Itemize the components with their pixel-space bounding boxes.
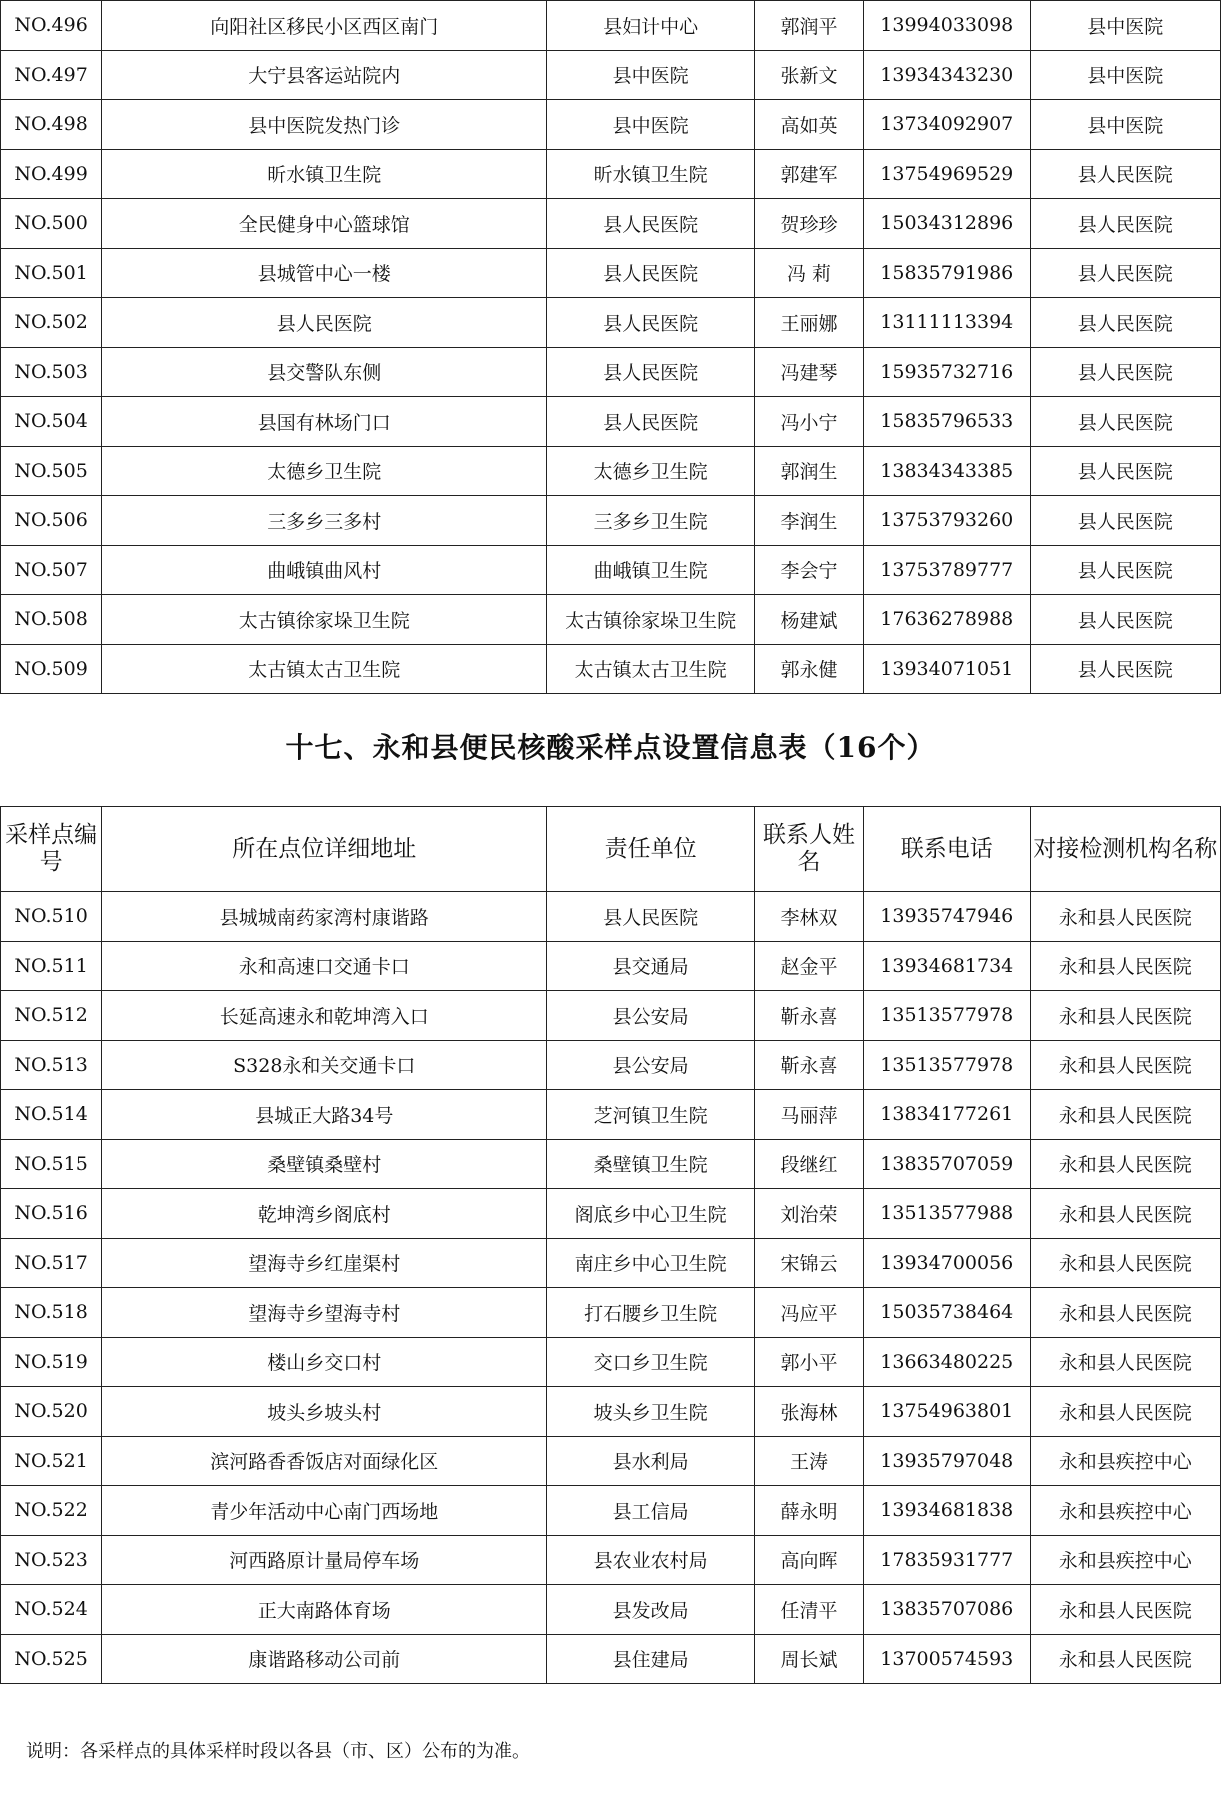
- table-header-row: [1, 807, 1221, 892]
- table-cell: 阁底乡中心卫生院: [547, 1189, 755, 1239]
- table-cell: 永和县人民医院: [1030, 892, 1221, 942]
- table-cell: 13513577978: [864, 1040, 1030, 1090]
- table-cell: 永和县疾控中心: [1030, 1486, 1221, 1536]
- table-cell: 曲峨镇卫生院: [547, 545, 755, 595]
- table-cell: 薛永明: [754, 1486, 863, 1536]
- table-cell: 县中医院: [547, 50, 755, 100]
- table-cell: 县人民医院: [1030, 397, 1221, 447]
- table-cell: 县发改局: [547, 1585, 755, 1635]
- sampling-table-continued: [0, 0, 1221, 694]
- table-row: [1, 397, 1221, 447]
- table-cell: 王丽娜: [754, 298, 863, 348]
- table-cell: 县城正大路34号: [102, 1090, 547, 1140]
- table-cell: 靳永喜: [754, 1040, 863, 1090]
- table-cell: 13934071051: [864, 644, 1030, 694]
- table-cell: 桑壁镇卫生院: [547, 1139, 755, 1189]
- table-cell: 坡头乡坡头村: [102, 1387, 547, 1437]
- table-cell: 太古镇太古卫生院: [547, 644, 755, 694]
- table-cell: 13700574593: [864, 1634, 1030, 1684]
- table-cell: 13934700056: [864, 1238, 1030, 1288]
- table-cell: 望海寺乡望海寺村: [102, 1288, 547, 1338]
- section-title: 十七、永和县便民核酸采样点设置信息表（16个）: [285, 731, 936, 764]
- table-cell: 永和县人民医院: [1030, 1585, 1221, 1635]
- header-cell: 采样点编号: [1, 807, 102, 892]
- table-cell: NO.496: [1, 1, 102, 51]
- table-cell: NO.506: [1, 496, 102, 546]
- table-cell: 13934681838: [864, 1486, 1030, 1536]
- table-cell: 郭润平: [754, 1, 863, 51]
- table-cell: 县人民医院: [1030, 446, 1221, 496]
- table-row: [1, 1090, 1221, 1140]
- table-cell: NO.518: [1, 1288, 102, 1338]
- table-row: [1, 595, 1221, 645]
- table-cell: 冯小宁: [754, 397, 863, 447]
- table-cell: NO.516: [1, 1189, 102, 1239]
- table-cell: 郭建军: [754, 149, 863, 199]
- table-cell: 康谐路移动公司前: [102, 1634, 547, 1684]
- table-cell: NO.514: [1, 1090, 102, 1140]
- table-cell: 县中医院: [1030, 1, 1221, 51]
- table-cell: 河西路原计量局停车场: [102, 1535, 547, 1585]
- table-cell: 永和县疾控中心: [1030, 1436, 1221, 1486]
- table-cell: 县人民医院: [1030, 595, 1221, 645]
- table-cell: 打石腰乡卫生院: [547, 1288, 755, 1338]
- table-row: [1, 347, 1221, 397]
- table-cell: 冯建琴: [754, 347, 863, 397]
- table-cell: 太德乡卫生院: [102, 446, 547, 496]
- table-cell: 宋锦云: [754, 1238, 863, 1288]
- table-cell: 县人民医院: [1030, 298, 1221, 348]
- table-cell: 县中医院: [547, 100, 755, 150]
- table-cell: 芝河镇卫生院: [547, 1090, 755, 1140]
- table-cell: 永和高速口交通卡口: [102, 941, 547, 991]
- table-cell: 县公安局: [547, 991, 755, 1041]
- table-cell: NO.498: [1, 100, 102, 150]
- table-cell: 县人民医院: [1030, 644, 1221, 694]
- table-cell: 县人民医院: [1030, 347, 1221, 397]
- table-cell: 13734092907: [864, 100, 1030, 150]
- table-cell: 永和县人民医院: [1030, 991, 1221, 1041]
- table-cell: 长延高速永和乾坤湾入口: [102, 991, 547, 1041]
- table-cell: 太古镇太古卫生院: [102, 644, 547, 694]
- table-cell: 县水利局: [547, 1436, 755, 1486]
- table-cell: 靳永喜: [754, 991, 863, 1041]
- table-cell: 县交通局: [547, 941, 755, 991]
- table-cell: 楼山乡交口村: [102, 1337, 547, 1387]
- table-cell: 永和县人民医院: [1030, 1090, 1221, 1140]
- table-cell: NO.520: [1, 1387, 102, 1437]
- table-cell: 县人民医院: [1030, 545, 1221, 595]
- table-cell: 县交警队东侧: [102, 347, 547, 397]
- table-cell: 17835931777: [864, 1535, 1030, 1585]
- table-cell: NO.524: [1, 1585, 102, 1635]
- table-row: [1, 199, 1221, 249]
- table-cell: 冯应平: [754, 1288, 863, 1338]
- header-cell: 所在点位详细地址: [102, 807, 547, 892]
- table-cell: 永和县人民医院: [1030, 1288, 1221, 1338]
- table-cell: 郭永健: [754, 644, 863, 694]
- table-cell: S328永和关交通卡口: [102, 1040, 547, 1090]
- table-cell: 太德乡卫生院: [547, 446, 755, 496]
- table-cell: 昕水镇卫生院: [547, 149, 755, 199]
- table-cell: 县人民医院: [547, 298, 755, 348]
- table-cell: 大宁县客运站院内: [102, 50, 547, 100]
- table-cell: NO.509: [1, 644, 102, 694]
- table-row: [1, 1387, 1221, 1437]
- table-row: [1, 1040, 1221, 1090]
- header-cell: 联系人姓名: [754, 807, 863, 892]
- header-cell: 联系电话: [864, 807, 1030, 892]
- table-cell: 永和县人民医院: [1030, 1337, 1221, 1387]
- table-row: [1, 446, 1221, 496]
- table-cell: 13111113394: [864, 298, 1030, 348]
- table-row: [1, 892, 1221, 942]
- table-row: [1, 1238, 1221, 1288]
- table-cell: 县人民医院: [1030, 248, 1221, 298]
- table-cell: NO.510: [1, 892, 102, 942]
- table-cell: 乾坤湾乡阁底村: [102, 1189, 547, 1239]
- table-cell: 13513577988: [864, 1189, 1030, 1239]
- table-cell: 县中医院: [1030, 50, 1221, 100]
- table-row: [1, 1, 1221, 51]
- header-cell: 对接检测机构名称: [1030, 807, 1221, 892]
- table-cell: 杨建斌: [754, 595, 863, 645]
- table-cell: 13934343230: [864, 50, 1030, 100]
- table-cell: 县人民医院: [547, 397, 755, 447]
- table-cell: 17636278988: [864, 595, 1030, 645]
- table-cell: NO.501: [1, 248, 102, 298]
- table-cell: NO.513: [1, 1040, 102, 1090]
- table-cell: 县中医院: [1030, 100, 1221, 150]
- table-cell: 郭小平: [754, 1337, 863, 1387]
- table-cell: 坡头乡卫生院: [547, 1387, 755, 1437]
- table-cell: 县工信局: [547, 1486, 755, 1536]
- table-cell: 13835707059: [864, 1139, 1030, 1189]
- table-cell: 桑壁镇桑壁村: [102, 1139, 547, 1189]
- table-cell: NO.500: [1, 199, 102, 249]
- table-cell: 张海林: [754, 1387, 863, 1437]
- table-cell: 县人民医院: [547, 199, 755, 249]
- table-row: [1, 50, 1221, 100]
- table-cell: NO.504: [1, 397, 102, 447]
- table-cell: 高向晖: [754, 1535, 863, 1585]
- table-cell: 曲峨镇曲风村: [102, 545, 547, 595]
- table-cell: NO.521: [1, 1436, 102, 1486]
- table-cell: 13754969529: [864, 149, 1030, 199]
- yonghe-sampling-table: [0, 806, 1221, 1684]
- table-row: [1, 1189, 1221, 1239]
- table-cell: 永和县人民医院: [1030, 1634, 1221, 1684]
- footnote: 说明：各采样点的具体采样时段以各县（市、区）公布的为准。: [26, 1741, 530, 1762]
- table-cell: NO.519: [1, 1337, 102, 1387]
- table-cell: 望海寺乡红崖渠村: [102, 1238, 547, 1288]
- table-cell: 永和县疾控中心: [1030, 1535, 1221, 1585]
- table-cell: 13753789777: [864, 545, 1030, 595]
- table-cell: 全民健身中心篮球馆: [102, 199, 547, 249]
- table-cell: 县人民医院: [102, 298, 547, 348]
- table-cell: 交口乡卫生院: [547, 1337, 755, 1387]
- table-cell: NO.502: [1, 298, 102, 348]
- table-cell: NO.503: [1, 347, 102, 397]
- table-cell: 县人民医院: [1030, 149, 1221, 199]
- table-cell: 13834177261: [864, 1090, 1030, 1140]
- table-cell: 13935747946: [864, 892, 1030, 942]
- table-cell: 三多乡卫生院: [547, 496, 755, 546]
- table-cell: 永和县人民医院: [1030, 1189, 1221, 1239]
- table-cell: 永和县人民医院: [1030, 1238, 1221, 1288]
- table-cell: 南庄乡中心卫生院: [547, 1238, 755, 1288]
- table-cell: 向阳社区移民小区西区南门: [102, 1, 547, 51]
- table-cell: NO.523: [1, 1535, 102, 1585]
- table-cell: 永和县人民医院: [1030, 1040, 1221, 1090]
- table-cell: 青少年活动中心南门西场地: [102, 1486, 547, 1536]
- table-cell: 周长斌: [754, 1634, 863, 1684]
- table-row: [1, 1288, 1221, 1338]
- table-cell: 县人民医院: [547, 248, 755, 298]
- table-cell: 郭润生: [754, 446, 863, 496]
- table-cell: 正大南路体育场: [102, 1585, 547, 1635]
- table-row: [1, 100, 1221, 150]
- table-row: [1, 1139, 1221, 1189]
- table-cell: 15035738464: [864, 1288, 1030, 1338]
- table-row: [1, 248, 1221, 298]
- table-cell: 马丽萍: [754, 1090, 863, 1140]
- table-row: [1, 496, 1221, 546]
- table-row: [1, 1337, 1221, 1387]
- table-row: [1, 991, 1221, 1041]
- table-cell: 13754963801: [864, 1387, 1030, 1437]
- table-cell: 13753793260: [864, 496, 1030, 546]
- table-row: [1, 1535, 1221, 1585]
- header-cell: 责任单位: [547, 807, 755, 892]
- table-row: [1, 1486, 1221, 1536]
- table-cell: 刘治荣: [754, 1189, 863, 1239]
- table-cell: 张新文: [754, 50, 863, 100]
- table-cell: 13513577978: [864, 991, 1030, 1041]
- table-cell: 滨河路香香饭店对面绿化区: [102, 1436, 547, 1486]
- table-cell: 永和县人民医院: [1030, 1139, 1221, 1189]
- table-cell: 13994033098: [864, 1, 1030, 51]
- table-cell: 李林双: [754, 892, 863, 942]
- table-cell: 15935732716: [864, 347, 1030, 397]
- table-row: [1, 1585, 1221, 1635]
- table-cell: 县人民医院: [1030, 496, 1221, 546]
- table-cell: 太古镇徐家垛卫生院: [547, 595, 755, 645]
- table-cell: 任清平: [754, 1585, 863, 1635]
- table-cell: 县农业农村局: [547, 1535, 755, 1585]
- table-cell: 李会宁: [754, 545, 863, 595]
- table-row: [1, 1436, 1221, 1486]
- table-row: [1, 298, 1221, 348]
- table-cell: 15034312896: [864, 199, 1030, 249]
- table-cell: 李润生: [754, 496, 863, 546]
- table-cell: 县妇计中心: [547, 1, 755, 51]
- table-cell: 县住建局: [547, 1634, 755, 1684]
- table-cell: 县人民医院: [547, 347, 755, 397]
- table-cell: 永和县人民医院: [1030, 941, 1221, 991]
- table-cell: 太古镇徐家垛卫生院: [102, 595, 547, 645]
- table-cell: 县人民医院: [547, 892, 755, 942]
- table-cell: 13935797048: [864, 1436, 1030, 1486]
- table-cell: NO.517: [1, 1238, 102, 1288]
- table-cell: 高如英: [754, 100, 863, 150]
- table-cell: NO.505: [1, 446, 102, 496]
- table-cell: 赵金平: [754, 941, 863, 991]
- table-cell: 15835791986: [864, 248, 1030, 298]
- table-cell: NO.515: [1, 1139, 102, 1189]
- table-row: [1, 545, 1221, 595]
- table-cell: 13834343385: [864, 446, 1030, 496]
- table-cell: NO.511: [1, 941, 102, 991]
- table-cell: 县中医院发热门诊: [102, 100, 547, 150]
- table-cell: 县国有林场门口: [102, 397, 547, 447]
- table-cell: 县人民医院: [1030, 199, 1221, 249]
- table-cell: 15835796533: [864, 397, 1030, 447]
- table-row: [1, 1634, 1221, 1684]
- table-cell: 三多乡三多村: [102, 496, 547, 546]
- table-cell: 冯 莉: [754, 248, 863, 298]
- table-cell: NO.512: [1, 991, 102, 1041]
- table-cell: 贺珍珍: [754, 199, 863, 249]
- table-cell: NO.499: [1, 149, 102, 199]
- table-row: [1, 644, 1221, 694]
- table-cell: NO.522: [1, 1486, 102, 1536]
- table-cell: 县城管中心一楼: [102, 248, 547, 298]
- table-cell: 昕水镇卫生院: [102, 149, 547, 199]
- table-cell: 段继红: [754, 1139, 863, 1189]
- table-cell: NO.507: [1, 545, 102, 595]
- table-row: [1, 941, 1221, 991]
- table-cell: 永和县人民医院: [1030, 1387, 1221, 1437]
- table-cell: 13934681734: [864, 941, 1030, 991]
- table-cell: 13663480225: [864, 1337, 1030, 1387]
- table-cell: 县城城南药家湾村康谐路: [102, 892, 547, 942]
- table-cell: 县公安局: [547, 1040, 755, 1090]
- table-cell: NO.525: [1, 1634, 102, 1684]
- table-cell: NO.508: [1, 595, 102, 645]
- table-cell: 13835707086: [864, 1585, 1030, 1635]
- table-row: [1, 149, 1221, 199]
- table-cell: NO.497: [1, 50, 102, 100]
- table-cell: 王涛: [754, 1436, 863, 1486]
